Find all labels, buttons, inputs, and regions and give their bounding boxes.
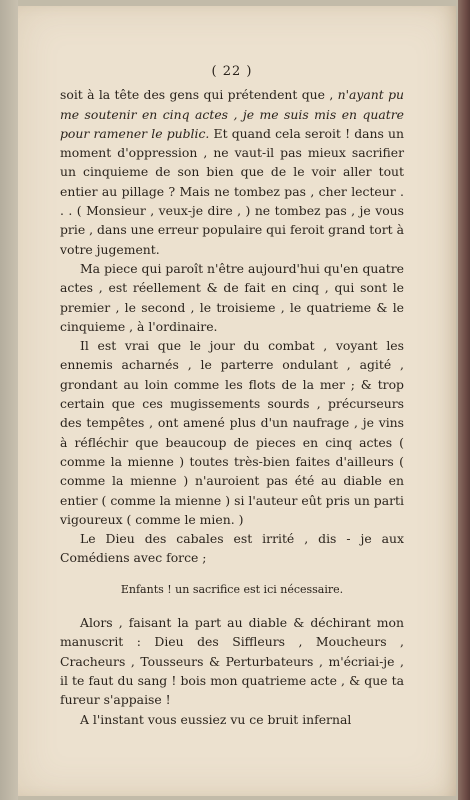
text-run: Il est vrai que le jour du combat , voyant les ennemis acharnés , le parterre ondulant , agité , grondant au loin comme les flots de la mer ; & trop certain que ces mugissements sourds , précurseurs des tempêtes , ont amené plus d'un naufrage , je vins à réfléchir que beaucoup de pieces en cinq actes ( comme la mienne ) toutes très-bien faites d'ailleurs ( comme la mienne ) n'auroient pas été au diable en entier ( comme la mienne ) si l'auteur eût pris un parti vigoureux ( comme le mien. ) bbox=[60, 338, 404, 527]
paragraph bbox=[60, 529, 404, 568]
text-run: Le Dieu des cabales est irrité , dis - je aux Comédiens avec force ; bbox=[60, 531, 404, 566]
text-run: A l'instant vous eussiez vu ce bruit infernal bbox=[80, 711, 352, 727]
paragraph bbox=[60, 85, 404, 259]
paragraph bbox=[60, 613, 404, 709]
page-number: ( 22 ) bbox=[211, 64, 253, 79]
text-run: Alors , faisant la part au diable & déchirant mon manuscrit : Dieu des Siffleurs , Moucheurs , Cracheurs , Tousseurs & Perturbateurs , m'écriai-je , il te faut du sang ! bois mon quatrieme acte , & que ta fureur s'appaise ! bbox=[60, 615, 404, 708]
text-run: Ma piece qui paroît n'être aujourd'hui qu'en quatre actes , est réellement & de fait en cinq , qui sont le premier , le second , le troisieme , le quatrieme & le cinquieme , à l'ordinaire. bbox=[60, 260, 404, 334]
text-run: soit à la tête des gens qui prétendent que , bbox=[60, 87, 338, 103]
paragraph bbox=[60, 710, 404, 729]
paragraph bbox=[60, 259, 404, 336]
book-cover-edge bbox=[458, 0, 470, 800]
paragraph bbox=[60, 336, 404, 529]
verse-line bbox=[60, 580, 404, 599]
page-text bbox=[60, 62, 404, 729]
italic-run: n'ayant pu me soutenir en cinq actes , je me suis mis en quatre pour ramener le public. bbox=[60, 87, 404, 141]
book-gutter bbox=[0, 0, 18, 800]
text-run: Enfants ! un sacrifice est ici nécessaire. bbox=[120, 582, 344, 596]
text-run: Et quand cela seroit ! dans un moment d'oppression , ne vaut-il pas mieux sacrifier un cinquieme de son bien que de le voir aller tout entier au pillage ? Mais ne tombez pas , cher lecteur . . . ( Monsieur , veux-je dire , ) ne tombez pas , je vous prie , dans une erreur populaire qui feroit grand tort à votre jugement. bbox=[60, 125, 405, 257]
paragraphs bbox=[60, 85, 404, 729]
